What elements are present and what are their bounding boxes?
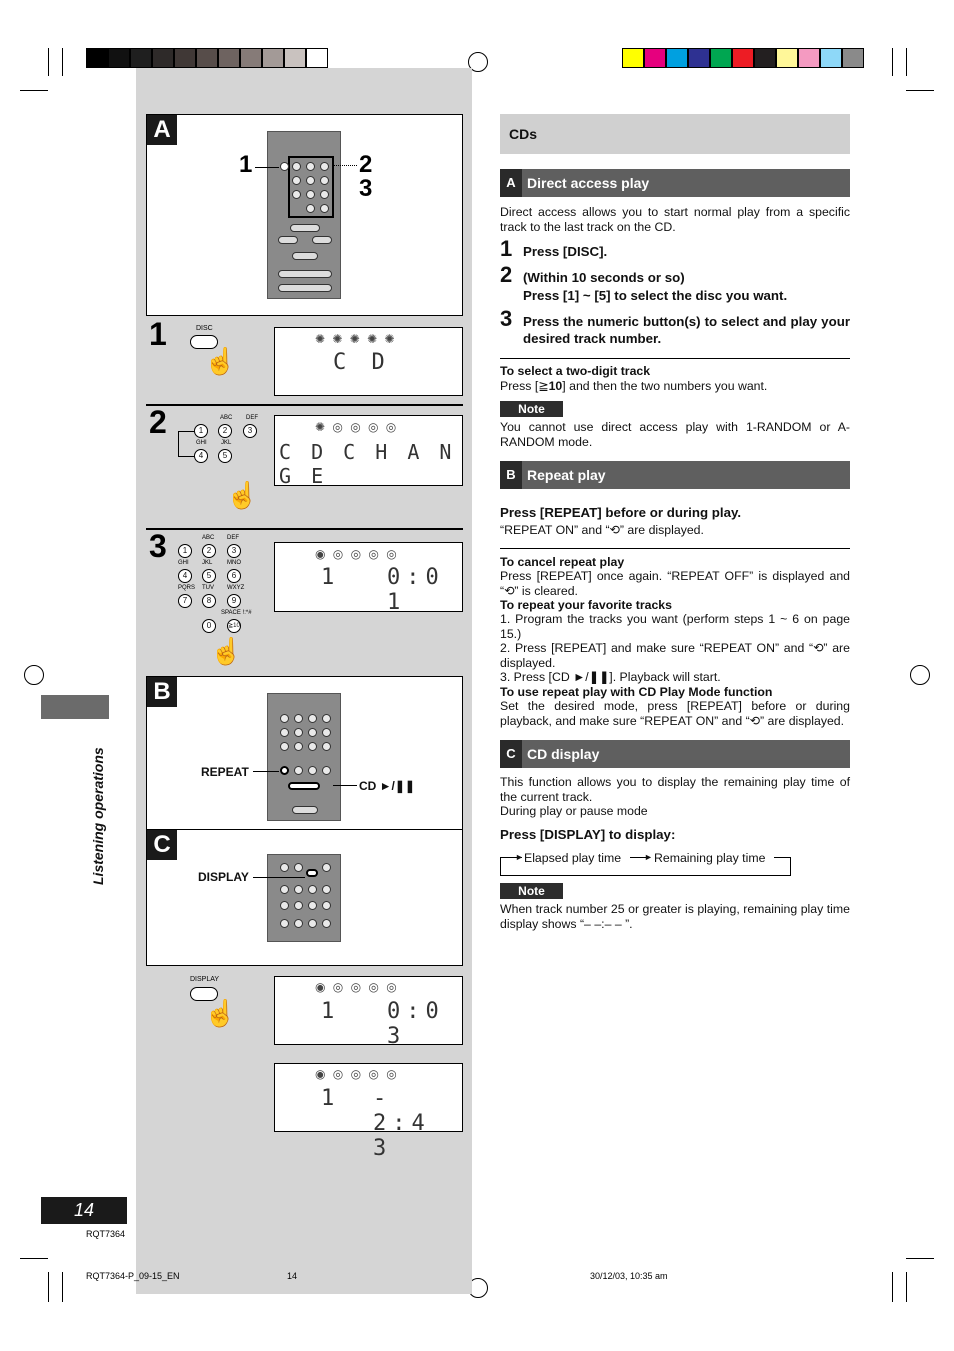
step-1-number: 1: [149, 316, 167, 352]
disc-tray-indicators: ◉ ◎ ◎ ◎ ◎: [315, 1067, 399, 1081]
disc-tray-indicators: ◉ ◎ ◎ ◎ ◎: [315, 547, 399, 561]
lcd-display-step3: [274, 542, 463, 615]
remote-key: [322, 901, 331, 910]
step-3-number: 3: [500, 306, 513, 331]
lcd-track: 1: [321, 999, 341, 1024]
lcd-display-remaining: [274, 1063, 463, 1161]
section-letter-a: A: [147, 115, 177, 145]
lcd-display-step1: [274, 327, 463, 396]
remote-key: [322, 885, 331, 894]
cancel-repeat-heading: To cancel repeat play: [500, 555, 625, 569]
remote-key: [312, 236, 332, 244]
key-9: 9: [227, 594, 241, 608]
lcd-time: 0:0 1: [387, 565, 445, 615]
divider: [146, 404, 463, 406]
disc-tray-indicators: ✺ ◎ ◎ ◎ ◎: [315, 420, 399, 434]
key-letters-def: DEF: [246, 415, 258, 421]
doc-code: RQT7364: [86, 1229, 126, 1239]
remote-key: [322, 919, 331, 928]
crop-mark: [48, 48, 49, 76]
remote-key: [280, 714, 289, 723]
key-3: 3: [243, 424, 257, 438]
crop-mark: [62, 1272, 63, 1302]
color-swatch: [710, 48, 732, 68]
cancel-repeat-text: Press [REPEAT] once again. “REPEAT OFF” is displayed and “⟲” is cleared.: [500, 569, 850, 598]
cd-play-pause-button: [288, 782, 320, 790]
remote-key: [294, 728, 303, 737]
crop-mark: [906, 90, 934, 91]
registration-target-icon: [24, 665, 44, 685]
grayscale-swatch: [130, 48, 152, 68]
key-letters-tuv: TUV: [202, 585, 214, 591]
remote-key: [280, 919, 289, 928]
lcd-time: - 2:4 3: [373, 1086, 431, 1161]
favorite-item-3: 3. Press [CD ►/❚❚]. Playback will start.: [500, 670, 721, 684]
pressing-hand-icon: ☝: [226, 480, 259, 510]
footer-file: RQT7364-P_09-15_EN: [86, 1271, 180, 1281]
repeat-subtext: “REPEAT ON” and “⟲” are displayed.: [500, 523, 704, 537]
crop-mark: [906, 1258, 934, 1259]
key-letters-jkl: JKL: [221, 440, 232, 446]
note-label: Note: [500, 401, 563, 417]
remote-key: [294, 885, 303, 894]
color-swatch: [820, 48, 842, 68]
lcd-text: C D: [333, 350, 391, 375]
remote-key: [308, 885, 317, 894]
remote-key: [320, 190, 329, 199]
section-a-letter: A: [500, 169, 522, 197]
section-a-title: Direct access play: [527, 175, 650, 191]
color-swatch: [644, 48, 666, 68]
grayscale-swatch: [240, 48, 262, 68]
side-tab-marker: [41, 695, 109, 719]
remote-control-image: [267, 854, 341, 942]
remote-key: [280, 885, 289, 894]
grayscale-swatch: [174, 48, 196, 68]
arrow-right-icon: ►: [515, 852, 524, 862]
key-7: 7: [178, 594, 192, 608]
disc-tray-indicators: ✺ ✺ ✺ ✺ ✺: [315, 332, 397, 346]
cd-display-intro-2: During play or pause mode: [500, 804, 648, 818]
lcd-text: C D C H A N G E: [279, 440, 456, 488]
registration-target-icon: [910, 665, 930, 685]
callout-2: 2: [359, 151, 373, 178]
remote-key: [294, 863, 303, 872]
remote-key: [308, 728, 317, 737]
key-2: 2: [218, 424, 232, 438]
remote-control-image: [267, 693, 341, 821]
remote-control-image: [267, 131, 341, 299]
color-swatch: [732, 48, 754, 68]
lcd-track: 1: [321, 1086, 341, 1111]
remote-key: [280, 742, 289, 751]
remote-key: [280, 901, 289, 910]
remote-key: [306, 204, 315, 213]
grayscale-swatch: [196, 48, 218, 68]
disc-label: DISC: [196, 325, 213, 332]
step-2-text: (Within 10 seconds or so): [523, 270, 685, 285]
remote-key: [308, 714, 317, 723]
repeat-label: REPEAT: [201, 765, 249, 779]
crop-mark: [48, 1272, 49, 1302]
key-0: 0: [202, 619, 216, 633]
play-mode-heading: To use repeat play with CD Play Mode function: [500, 685, 773, 699]
callout-line: [255, 167, 279, 168]
remote-key: [308, 919, 317, 928]
key-6: 6: [227, 569, 241, 583]
callout-3: 3: [359, 175, 373, 202]
cds-title-bar: [500, 114, 850, 154]
section-b-letter: B: [500, 461, 522, 489]
color-swatch: [688, 48, 710, 68]
key-8: 8: [202, 594, 216, 608]
cd-display-intro: This function allows you to display the remaining play time of the current track.: [500, 775, 850, 804]
pressing-hand-icon: ☝: [204, 998, 237, 1028]
flow-elapsed: Elapsed play time: [524, 851, 622, 865]
remote-key: [294, 742, 303, 751]
step-2-number: 2: [149, 404, 167, 440]
pressing-hand-icon: ☝: [210, 636, 243, 666]
two-digit-text: [500, 379, 850, 394]
callout-line: [333, 165, 357, 166]
section-c-panel: [146, 829, 463, 966]
cd-play-label: CD ►/❚❚: [359, 779, 415, 793]
section-a-header: [500, 169, 850, 197]
key-letters-space: SPACE !:*#: [221, 610, 252, 616]
crop-mark: [62, 48, 63, 76]
key-letters-abc: ABC: [202, 535, 215, 541]
remote-key: [322, 766, 331, 775]
color-swatch: [798, 48, 820, 68]
direct-access-intro: Direct access allows you to start normal play from a specific track to the last track on the CD.: [500, 205, 850, 234]
remote-key: [322, 863, 331, 872]
remote-key: [322, 742, 331, 751]
lcd-time: 0:0 3: [387, 999, 445, 1049]
side-tab-label: Listening operations: [90, 747, 106, 885]
divider: [146, 528, 463, 530]
section-b-title: Repeat play: [527, 467, 606, 483]
section-c-letter: C: [500, 740, 522, 768]
remote-key: [292, 252, 318, 260]
key-1: 1: [178, 544, 192, 558]
grayscale-swatch: [152, 48, 174, 68]
step-1-text: Press [DISC].: [523, 244, 608, 259]
key-5: 5: [202, 569, 216, 583]
grayscale-swatch: [262, 48, 284, 68]
key-10: ≧10: [227, 619, 241, 633]
color-swatch: [754, 48, 776, 68]
display-small-label: DISPLAY: [190, 976, 220, 983]
crop-mark: [892, 1272, 893, 1302]
remote-key: [292, 176, 301, 185]
display-heading: Press [DISPLAY] to display:: [500, 827, 676, 842]
key-4: 4: [194, 449, 208, 463]
remote-key: [292, 806, 318, 814]
pressing-hand-icon: ☝: [204, 346, 237, 376]
remote-key: [292, 190, 301, 199]
remote-key: [306, 190, 315, 199]
key-letters-pqrs: PQRS: [178, 585, 196, 591]
two-digit-pre: Press [≧: [500, 379, 549, 393]
two-digit-heading: To select a two-digit track: [500, 364, 651, 378]
section-b-header: [500, 461, 850, 489]
bracket-line: [178, 431, 194, 457]
color-swatch: [666, 48, 688, 68]
key-4: 4: [178, 569, 192, 583]
step-1-number: 1: [500, 236, 513, 261]
section-c-header: [500, 740, 850, 768]
remote-key: [306, 176, 315, 185]
remote-key: [294, 766, 303, 775]
callout-line: [253, 771, 279, 772]
lcd-track: 1: [321, 565, 341, 590]
section-c-title: CD display: [527, 746, 600, 762]
footer-date: 30/12/03, 10:35 am: [590, 1271, 668, 1281]
note-label: Note: [500, 883, 563, 899]
color-swatch: [622, 48, 644, 68]
key-letters-def: DEF: [227, 535, 239, 541]
disc-button: [280, 162, 289, 171]
page-number: 14: [41, 1197, 127, 1224]
lcd-display-elapsed: [274, 976, 463, 1049]
section-letter-c: C: [147, 830, 177, 860]
favorite-item-2: 2. Press [REPEAT] and make sure “REPEAT ON” and “⟲” are displayed.: [500, 641, 850, 670]
crop-mark: [892, 48, 893, 76]
lcd-display-step2: [274, 415, 463, 486]
grayscale-swatch: [108, 48, 130, 68]
remote-key: [306, 162, 315, 171]
key-letters-mno: MNO: [227, 560, 241, 566]
step-3-number: 3: [149, 528, 167, 564]
step-2-text-2: Press [1] ~ [5] to select the disc you want.: [523, 288, 788, 303]
note-a-text: You cannot use direct access play with 1-RANDOM or A-RANDOM mode.: [500, 420, 850, 449]
display-label: DISPLAY: [198, 870, 249, 884]
remote-key: [294, 919, 303, 928]
remote-key: [308, 742, 317, 751]
key-letters-jkl: JKL: [202, 560, 213, 566]
note-c-text: When track number 25 or greater is playing, remaining play time display shows “– –:– – ”.: [500, 902, 850, 931]
favorite-heading: To repeat your favorite tracks: [500, 598, 672, 612]
repeat-heading: Press [REPEAT] before or during play.: [500, 505, 742, 520]
section-b-panel: [146, 676, 463, 830]
two-digit-post: ] and then the two numbers you want.: [562, 379, 768, 393]
grayscale-swatch: [284, 48, 306, 68]
color-swatch: [842, 48, 864, 68]
repeat-button: [280, 766, 289, 775]
remote-key: [294, 714, 303, 723]
key-1: 1: [194, 424, 208, 438]
crop-mark: [20, 1258, 48, 1259]
two-digit-bold: 10: [548, 379, 563, 393]
remote-key: [294, 901, 303, 910]
callout-line: [253, 877, 305, 878]
key-5: 5: [218, 449, 232, 463]
display-button: [306, 869, 318, 877]
section-a-panel: [146, 114, 463, 316]
remote-key: [292, 162, 301, 171]
key-letters-abc: ABC: [220, 415, 233, 421]
remote-key: [278, 236, 298, 244]
disc-tray-indicators: ◉ ◎ ◎ ◎ ◎: [315, 980, 399, 994]
crop-mark: [20, 90, 48, 91]
crop-mark: [906, 1272, 907, 1302]
play-mode-text: Set the desired mode, press [REPEAT] before or during playback, and make sure “REPEAT ON” and “⟲” are displayed.: [500, 699, 850, 728]
callout-1: 1: [239, 151, 253, 178]
remote-key: [290, 224, 320, 232]
divider: [500, 548, 850, 549]
grayscale-swatch: [86, 48, 108, 68]
remote-key: [320, 162, 329, 171]
flow-arrow: [774, 857, 791, 858]
callout-line: [333, 785, 357, 786]
remote-key: [322, 714, 331, 723]
remote-key: [320, 204, 329, 213]
favorite-item-1: 1. Program the tracks you want (perform steps 1 ~ 6 on page 15.): [500, 612, 850, 641]
key-letters-wxyz: WXYZ: [227, 585, 245, 591]
key-3: 3: [227, 544, 241, 558]
remote-key: [308, 766, 317, 775]
footer-page: 14: [287, 1271, 298, 1281]
step-2-number: 2: [500, 262, 513, 287]
grayscale-swatch: [218, 48, 240, 68]
color-swatch: [776, 48, 798, 68]
remote-key: [280, 728, 289, 737]
step-3-text: Press the numeric button(s) to select and play your desired track number.: [523, 314, 850, 346]
key-2: 2: [202, 544, 216, 558]
key-letters-ghi: GHI: [178, 560, 189, 566]
flow-remaining: Remaining play time: [654, 851, 766, 865]
crop-mark: [906, 48, 907, 76]
arrow-right-icon: ►: [644, 852, 653, 862]
divider: [500, 358, 850, 359]
remote-key: [308, 901, 317, 910]
remote-key: [278, 284, 332, 292]
cds-title: CDs: [509, 126, 538, 142]
remote-key: [278, 270, 332, 278]
section-letter-b: B: [147, 677, 177, 707]
remote-key: [322, 728, 331, 737]
key-letters-ghi: GHI: [196, 440, 207, 446]
grayscale-swatch: [306, 48, 328, 68]
remote-key: [280, 863, 289, 872]
remote-key: [320, 176, 329, 185]
